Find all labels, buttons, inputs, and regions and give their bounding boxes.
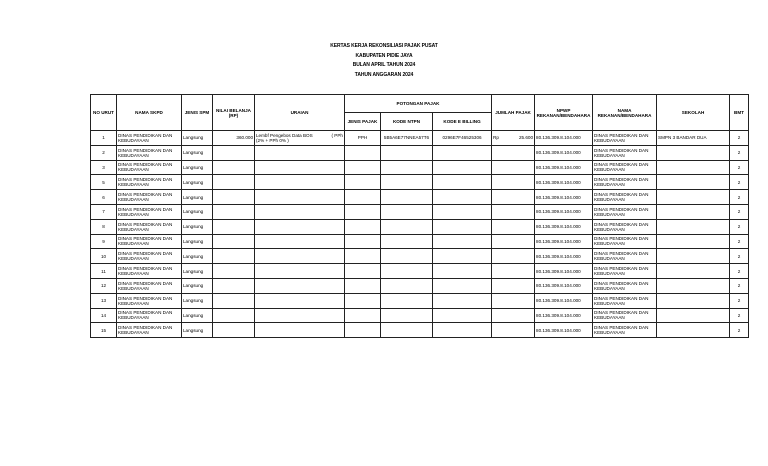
- cell-npwp: 80.136.309.8.104.000: [535, 145, 593, 160]
- cell-jumlah-pajak: [492, 131, 535, 146]
- cell-npwp: 80.136.309.8.104.000: [535, 323, 593, 338]
- cell-jenis-spm: Langsung: [182, 249, 213, 264]
- cell-nilai-belanja: [213, 293, 255, 308]
- cell-kode-ntpn: [381, 160, 433, 175]
- cell-jenis-pajak: [345, 323, 381, 338]
- table-row: [91, 264, 749, 279]
- cell-jenis-pajak: [345, 160, 381, 175]
- cell-uraian: [255, 175, 345, 190]
- cell-kode-billing: [433, 219, 492, 234]
- header-npwp: NPWP REKANAN/BENDAHARA: [535, 95, 593, 131]
- cell-npwp: 80.136.309.8.104.000: [535, 190, 593, 205]
- cell-kode-ntpn: [381, 219, 433, 234]
- cell-nama-skpd: DINAS PENDIDIKAN DAN KEBUDAYAAN: [117, 278, 182, 293]
- cell-kode-ntpn: [381, 323, 433, 338]
- cell-kode-ntpn: [381, 234, 433, 249]
- cell-npwp: 80.136.309.8.104.000: [535, 249, 593, 264]
- cell-kode-ntpn: 5B5A6E77NNEA57T6: [381, 131, 433, 146]
- cell-sekolah: [657, 190, 730, 205]
- header-nilai-belanja: NILAI BELANJA (RP): [213, 95, 255, 131]
- cell-sekolah: [657, 293, 730, 308]
- cell-kode-billing: [433, 293, 492, 308]
- cell-jenis-pajak: [345, 190, 381, 205]
- cell-kode-billing: [433, 278, 492, 293]
- cell-jenis-spm: Langsung: [182, 131, 213, 146]
- cell-sekolah: SMPN 3 BANDAR DUA: [657, 131, 730, 146]
- header-potongan-pajak: POTONGAN PAJAK: [345, 95, 492, 113]
- cell-nama-rekanan: DINAS PENDIDIKAN DAN KEBUDAYAAN: [593, 264, 657, 279]
- report-title-block: [0, 42, 768, 80]
- cell-jumlah-pajak: [492, 308, 535, 323]
- cell-nilai-belanja: [213, 175, 255, 190]
- cell-uraian: [255, 190, 345, 205]
- cell-jumlah-pajak: [492, 323, 535, 338]
- cell-npwp: 80.136.309.8.104.000: [535, 204, 593, 219]
- cell-jenis-pajak: [345, 278, 381, 293]
- cell-nilai-belanja: [213, 278, 255, 293]
- header-bmt: BMT: [730, 95, 749, 131]
- cell-nilai-belanja: 360.000: [213, 131, 255, 146]
- header-nama-rekanan: NAMA REKANAN/BENDAHARA: [593, 95, 657, 131]
- cell-uraian: [255, 219, 345, 234]
- cell-nama-skpd: DINAS PENDIDIKAN DAN KEBUDAYAAN: [117, 190, 182, 205]
- cell-nama-skpd: DINAS PENDIDIKAN DAN KEBUDAYAAN: [117, 249, 182, 264]
- cell-jumlah-pajak: [492, 175, 535, 190]
- cell-kode-billing: [433, 160, 492, 175]
- cell-nama-rekanan: DINAS PENDIDIKAN DAN KEBUDAYAAN: [593, 308, 657, 323]
- header-kode-ntpn: KODE NTPN: [381, 113, 433, 131]
- table-row: [91, 308, 749, 323]
- report-title: KERTAS KERJA REKONSILIASI PAJAK PUSAT: [330, 43, 438, 49]
- cell-kode-billing: [433, 175, 492, 190]
- cell-bmt: 2: [730, 145, 749, 160]
- cell-npwp: 80.136.309.8.104.000: [535, 219, 593, 234]
- cell-nama-skpd: DINAS PENDIDIKAN DAN KEBUDAYAAN: [117, 234, 182, 249]
- cell-nama-rekanan: DINAS PENDIDIKAN DAN KEBUDAYAAN: [593, 278, 657, 293]
- cell-jenis-spm: Langsung: [182, 190, 213, 205]
- cell-sekolah: [657, 204, 730, 219]
- cell-nama-skpd: DINAS PENDIDIKAN DAN KEBUDAYAAN: [117, 175, 182, 190]
- cell-npwp: 80.136.309.8.104.000: [535, 308, 593, 323]
- header-jumlah-pajak: JUMLAH PAJAK: [492, 95, 535, 131]
- cell-bmt: 2: [730, 278, 749, 293]
- cell-sekolah: [657, 278, 730, 293]
- cell-kode-billing: [433, 234, 492, 249]
- cell-nilai-belanja: [213, 264, 255, 279]
- cell-nilai-belanja: [213, 323, 255, 338]
- cell-nama-skpd: DINAS PENDIDIKAN DAN KEBUDAYAAN: [117, 293, 182, 308]
- header-jenis-spm: JENIS SPM: [182, 95, 213, 131]
- cell-jumlah-pajak: [492, 234, 535, 249]
- cell-bmt: 2: [730, 219, 749, 234]
- table-row: [91, 145, 749, 160]
- cell-bmt: 2: [730, 323, 749, 338]
- cell-nilai-belanja: [213, 234, 255, 249]
- cell-jenis-spm: Langsung: [182, 175, 213, 190]
- header-uraian: URAIAN: [255, 95, 345, 131]
- cell-nama-skpd: DINAS PENDIDIKAN DAN KEBUDAYAAN: [117, 308, 182, 323]
- cell-uraian: [255, 278, 345, 293]
- cell-kode-ntpn: [381, 190, 433, 205]
- report-subtitle-period: BULAN APRIL TAHUN 2024: [352, 62, 416, 68]
- cell-jenis-spm: Langsung: [182, 234, 213, 249]
- cell-nilai-belanja: [213, 308, 255, 323]
- cell-nama-rekanan: DINAS PENDIDIKAN DAN KEBUDAYAAN: [593, 204, 657, 219]
- cell-uraian: [255, 264, 345, 279]
- cell-jenis-spm: Langsung: [182, 145, 213, 160]
- cell-no-urut: 7: [91, 204, 117, 219]
- cell-jenis-pajak: [345, 219, 381, 234]
- cell-jumlah-pajak: [492, 249, 535, 264]
- cell-bmt: 2: [730, 204, 749, 219]
- cell-sekolah: [657, 249, 730, 264]
- cell-npwp: 80.136.309.8.104.000: [535, 293, 593, 308]
- table-row: [91, 175, 749, 190]
- cell-uraian: [255, 145, 345, 160]
- cell-jenis-spm: Langsung: [182, 204, 213, 219]
- cell-kode-ntpn: [381, 293, 433, 308]
- jumlah-currency: Rp: [493, 135, 499, 141]
- cell-no-urut: 2: [91, 145, 117, 160]
- table-row: [91, 131, 749, 146]
- header-nama-skpd: NAMA SKPD: [117, 95, 182, 131]
- cell-jenis-spm: Langsung: [182, 293, 213, 308]
- cell-jenis-spm: Langsung: [182, 264, 213, 279]
- cell-npwp: 80.136.309.8.104.000: [535, 131, 593, 146]
- cell-kode-ntpn: [381, 278, 433, 293]
- cell-no-urut: 1: [91, 131, 117, 146]
- cell-jenis-spm: Langsung: [182, 278, 213, 293]
- cell-kode-ntpn: [381, 204, 433, 219]
- cell-npwp: 80.136.309.8.104.000: [535, 160, 593, 175]
- cell-nama-rekanan: DINAS PENDIDIKAN DAN KEBUDAYAAN: [593, 323, 657, 338]
- cell-no-urut: 15: [91, 323, 117, 338]
- table-row: [91, 249, 749, 264]
- cell-nilai-belanja: [213, 249, 255, 264]
- cell-nama-rekanan: DINAS PENDIDIKAN DAN KEBUDAYAAN: [593, 234, 657, 249]
- cell-jumlah-pajak: [492, 264, 535, 279]
- uraian-text: Lembf Pengebos Data BOS: [256, 132, 313, 138]
- cell-bmt: 2: [730, 131, 749, 146]
- cell-jenis-pajak: [345, 293, 381, 308]
- cell-kode-billing: [433, 249, 492, 264]
- cell-jumlah-pajak: [492, 190, 535, 205]
- table-row: [91, 219, 749, 234]
- cell-bmt: 2: [730, 308, 749, 323]
- cell-nama-rekanan: DINAS PENDIDIKAN DAN KEBUDAYAAN: [593, 293, 657, 308]
- cell-kode-ntpn: [381, 308, 433, 323]
- cell-nama-rekanan: DINAS PENDIDIKAN DAN KEBUDAYAAN: [593, 219, 657, 234]
- cell-jenis-spm: Langsung: [182, 219, 213, 234]
- table-row: [91, 234, 749, 249]
- cell-jumlah-pajak: [492, 219, 535, 234]
- cell-nama-rekanan: DINAS PENDIDIKAN DAN KEBUDAYAAN: [593, 190, 657, 205]
- cell-no-urut: 12: [91, 278, 117, 293]
- cell-bmt: 2: [730, 160, 749, 175]
- cell-jenis-spm: Langsung: [182, 308, 213, 323]
- cell-nama-rekanan: DINAS PENDIDIKAN DAN KEBUDAYAAN: [593, 131, 657, 146]
- cell-jenis-pajak: [345, 264, 381, 279]
- cell-jenis-pajak: [345, 204, 381, 219]
- cell-sekolah: [657, 308, 730, 323]
- cell-nilai-belanja: [213, 160, 255, 175]
- cell-nama-rekanan: DINAS PENDIDIKAN DAN KEBUDAYAAN: [593, 175, 657, 190]
- cell-npwp: 80.136.309.8.104.000: [535, 278, 593, 293]
- cell-jumlah-pajak: [492, 278, 535, 293]
- report-subtitle-region: KABUPATEN PIDIE JAYA: [355, 52, 413, 59]
- cell-npwp: 80.136.309.8.104.000: [535, 264, 593, 279]
- cell-bmt: 2: [730, 175, 749, 190]
- header-no-urut: NO URUT: [91, 95, 117, 131]
- cell-sekolah: [657, 219, 730, 234]
- cell-jenis-spm: Langsung: [182, 323, 213, 338]
- cell-sekolah: [657, 323, 730, 338]
- table-row: [91, 204, 749, 219]
- cell-no-urut: 3: [91, 160, 117, 175]
- cell-nama-skpd: DINAS PENDIDIKAN DAN KEBUDAYAAN: [117, 323, 182, 338]
- cell-nama-rekanan: DINAS PENDIDIKAN DAN KEBUDAYAAN: [593, 160, 657, 175]
- uraian-tax-note: ( PPh: [331, 132, 343, 138]
- table-row: [91, 278, 749, 293]
- cell-kode-billing: [433, 323, 492, 338]
- cell-uraian: [255, 131, 345, 146]
- cell-jenis-spm: Langsung: [182, 160, 213, 175]
- cell-jumlah-pajak: [492, 160, 535, 175]
- cell-kode-billing: [433, 145, 492, 160]
- cell-kode-billing: [433, 308, 492, 323]
- cell-kode-ntpn: [381, 175, 433, 190]
- cell-jenis-pajak: [345, 145, 381, 160]
- cell-nama-rekanan: DINAS PENDIDIKAN DAN KEBUDAYAAN: [593, 249, 657, 264]
- cell-nilai-belanja: [213, 190, 255, 205]
- cell-uraian: [255, 323, 345, 338]
- cell-uraian: [255, 234, 345, 249]
- cell-jenis-pajak: [345, 234, 381, 249]
- cell-nama-skpd: DINAS PENDIDIKAN DAN KEBUDAYAAN: [117, 160, 182, 175]
- cell-no-urut: 14: [91, 308, 117, 323]
- cell-bmt: 2: [730, 234, 749, 249]
- cell-npwp: 80.136.309.8.104.000: [535, 234, 593, 249]
- cell-kode-ntpn: [381, 249, 433, 264]
- cell-sekolah: [657, 175, 730, 190]
- cell-bmt: 2: [730, 190, 749, 205]
- cell-kode-billing: [433, 204, 492, 219]
- uraian-tax-detail: (2% + PPh 0% ): [256, 137, 289, 143]
- cell-jumlah-pajak: [492, 204, 535, 219]
- cell-nama-skpd: DINAS PENDIDIKAN DAN KEBUDAYAAN: [117, 131, 182, 146]
- cell-kode-ntpn: [381, 145, 433, 160]
- cell-bmt: 2: [730, 293, 749, 308]
- cell-no-urut: 8: [91, 219, 117, 234]
- cell-no-urut: 11: [91, 264, 117, 279]
- cell-sekolah: [657, 145, 730, 160]
- reconciliation-table: [90, 94, 749, 338]
- cell-kode-billing: 0296E7F46525306: [433, 131, 492, 146]
- cell-jumlah-pajak: [492, 145, 535, 160]
- cell-sekolah: [657, 264, 730, 279]
- table-body: [91, 131, 749, 338]
- header-jenis-pajak: JENIS PAJAK: [345, 113, 381, 131]
- header-sekolah: SEKOLAH: [657, 95, 730, 131]
- cell-uraian: [255, 160, 345, 175]
- cell-no-urut: 10: [91, 249, 117, 264]
- table-row: [91, 323, 749, 338]
- cell-uraian: [255, 293, 345, 308]
- cell-kode-billing: [433, 190, 492, 205]
- header-kode-billing: KODE E BILLING: [433, 113, 492, 131]
- cell-nama-skpd: DINAS PENDIDIKAN DAN KEBUDAYAAN: [117, 145, 182, 160]
- cell-no-urut: 6: [91, 190, 117, 205]
- cell-bmt: 2: [730, 249, 749, 264]
- jumlah-amount: 25.600: [518, 135, 534, 141]
- report-subtitle-fiscal-year: TAHUN ANGGARAN 2024: [354, 71, 414, 78]
- table-row: [91, 190, 749, 205]
- cell-bmt: 2: [730, 264, 749, 279]
- cell-npwp: 80.136.309.8.104.000: [535, 175, 593, 190]
- table-row: [91, 293, 749, 308]
- cell-jenis-pajak: [345, 249, 381, 264]
- cell-nama-skpd: DINAS PENDIDIKAN DAN KEBUDAYAAN: [117, 204, 182, 219]
- cell-nama-skpd: DINAS PENDIDIKAN DAN KEBUDAYAAN: [117, 219, 182, 234]
- cell-nama-skpd: DINAS PENDIDIKAN DAN KEBUDAYAAN: [117, 264, 182, 279]
- cell-jenis-pajak: PPH: [345, 131, 381, 146]
- cell-uraian: [255, 308, 345, 323]
- cell-jenis-pajak: [345, 175, 381, 190]
- cell-uraian: [255, 204, 345, 219]
- cell-no-urut: 5: [91, 175, 117, 190]
- cell-nilai-belanja: [213, 219, 255, 234]
- cell-uraian: [255, 249, 345, 264]
- cell-nama-rekanan: DINAS PENDIDIKAN DAN KEBUDAYAAN: [593, 145, 657, 160]
- cell-no-urut: 9: [91, 234, 117, 249]
- cell-no-urut: 13: [91, 293, 117, 308]
- table-row: [91, 160, 749, 175]
- cell-kode-ntpn: [381, 264, 433, 279]
- cell-nilai-belanja: [213, 204, 255, 219]
- cell-nilai-belanja: [213, 145, 255, 160]
- cell-sekolah: [657, 234, 730, 249]
- cell-sekolah: [657, 160, 730, 175]
- cell-kode-billing: [433, 264, 492, 279]
- cell-jenis-pajak: [345, 308, 381, 323]
- cell-jumlah-pajak: [492, 293, 535, 308]
